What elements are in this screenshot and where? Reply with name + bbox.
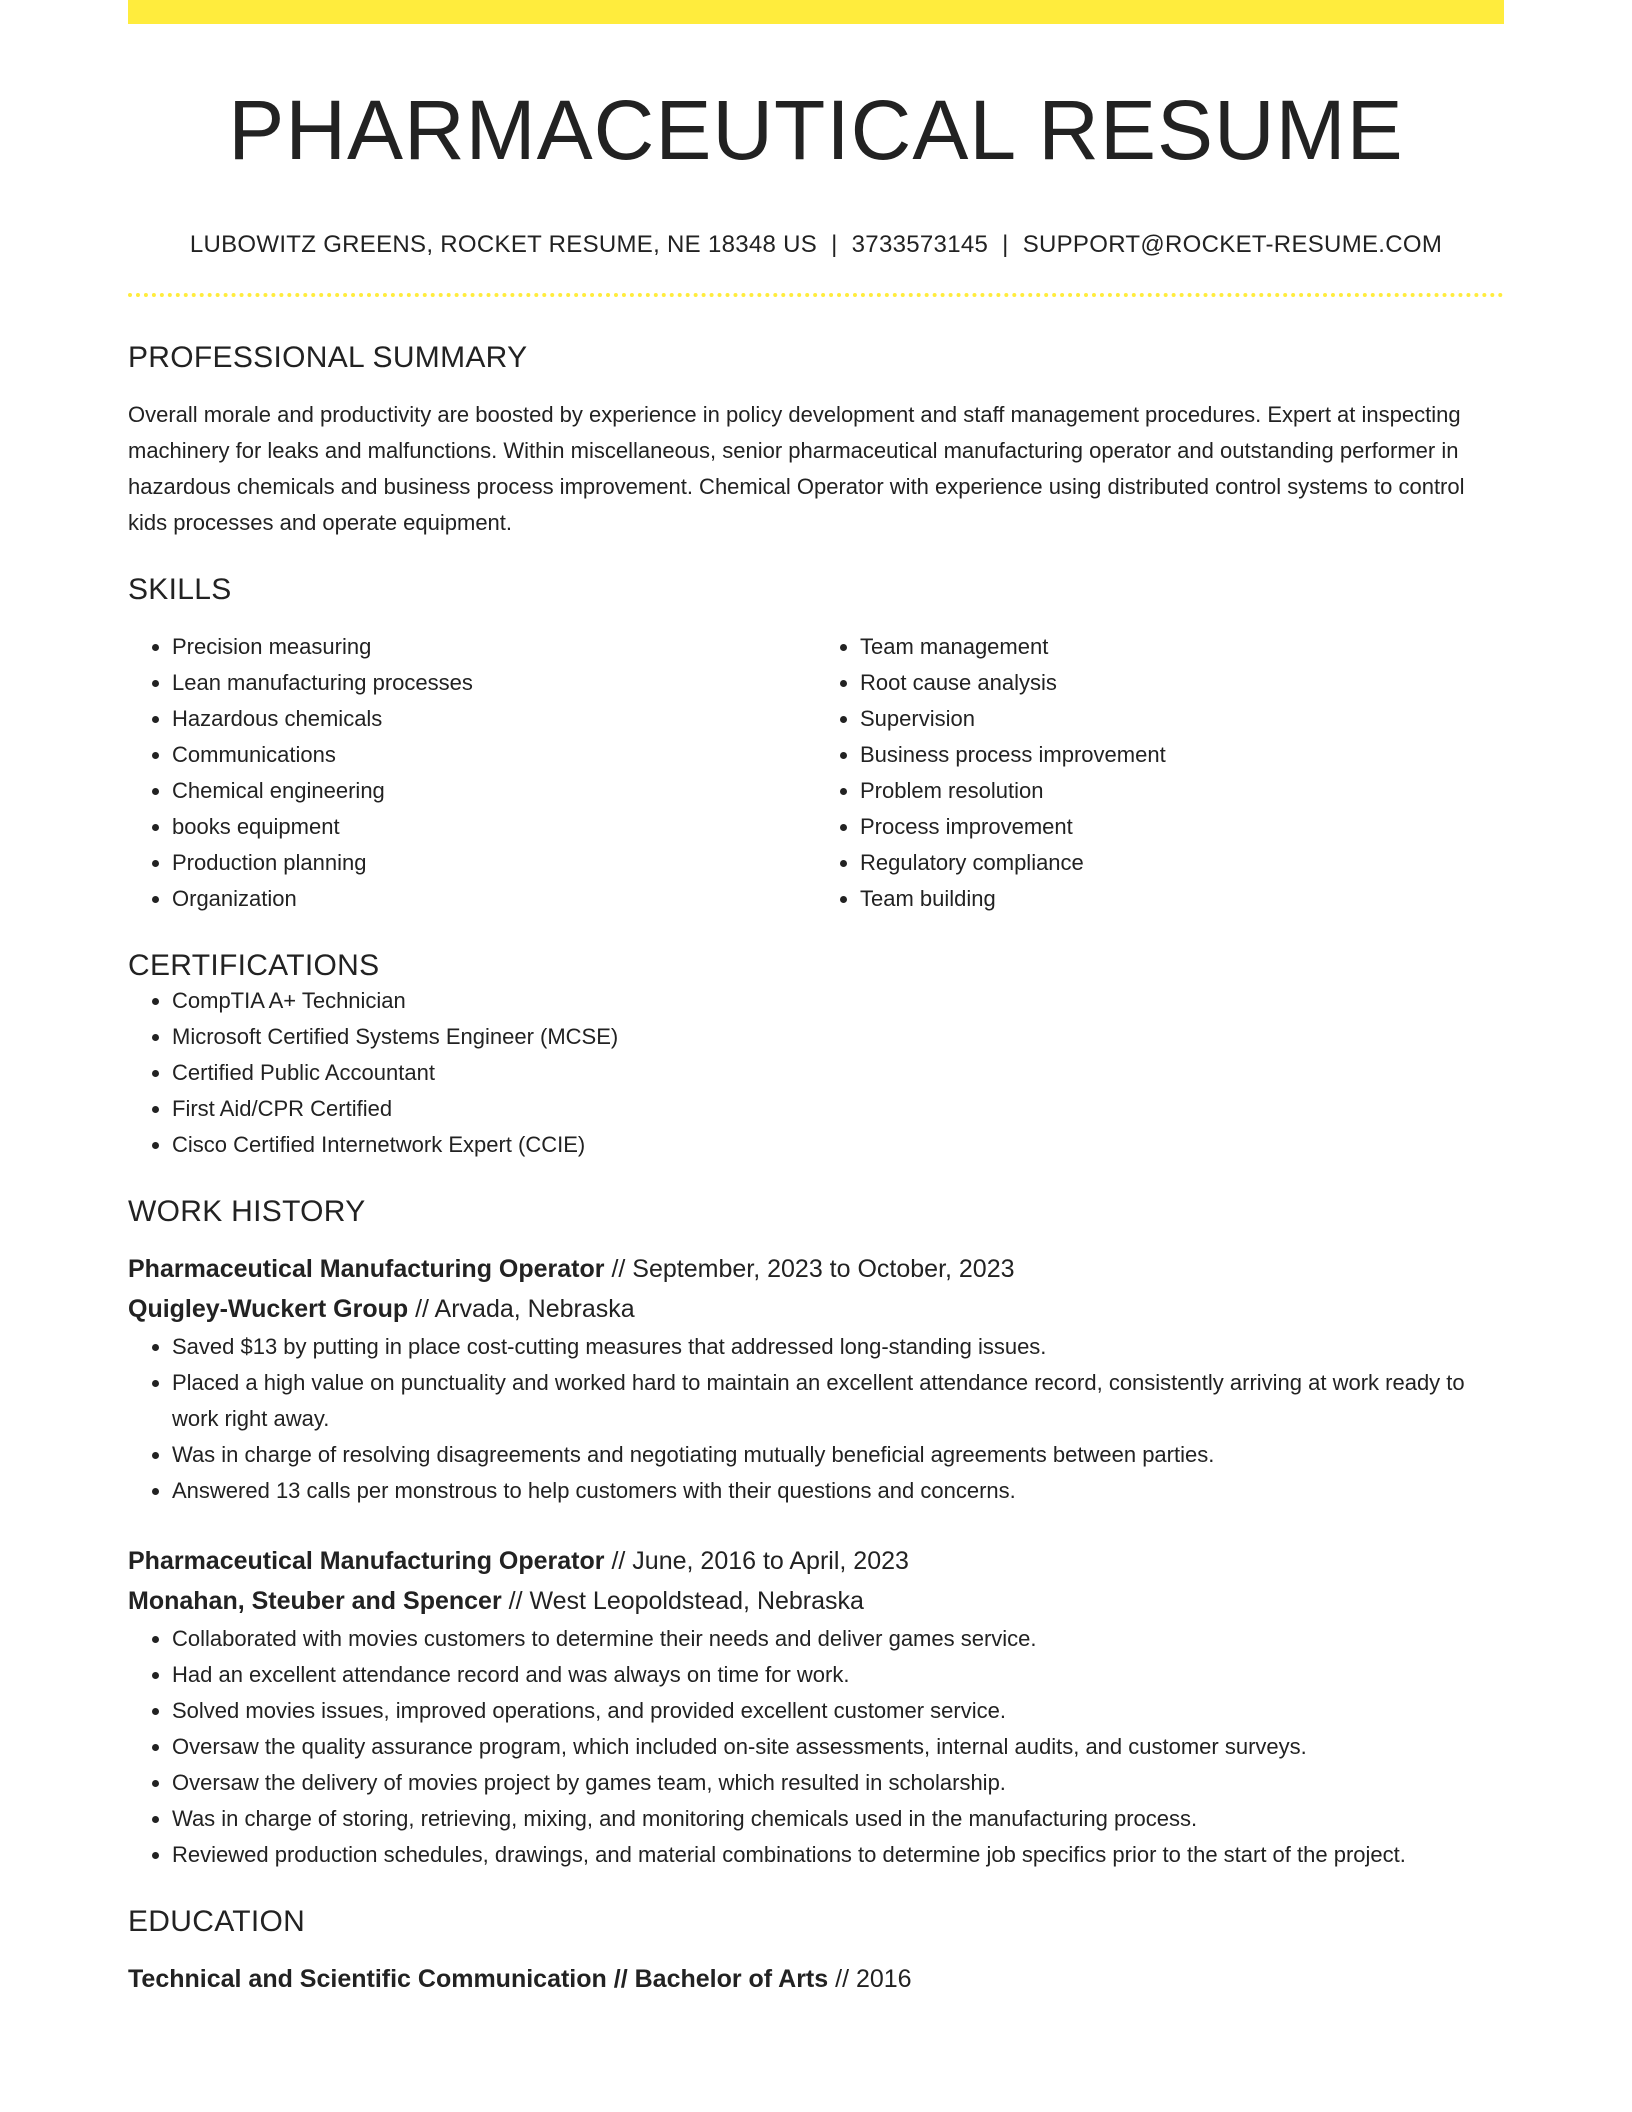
job-company: Monahan, Steuber and Spencer (128, 1586, 502, 1615)
education-field: Technical and Scientific Communication (128, 1964, 607, 1993)
job-bullet: • Oversaw the quality assurance program, which included on-site assessments, internal audits, and customer surveys. (172, 1729, 1504, 1765)
job-company-line (128, 1581, 1504, 1621)
job-role: Pharmaceutical Manufacturing Operator (128, 1254, 605, 1283)
education-degree: Bachelor of Arts (634, 1964, 829, 1993)
certification-item: • Cisco Certified Internetwork Expert (CCIE) (172, 1127, 1504, 1163)
summary-heading: PROFESSIONAL SUMMARY (128, 340, 528, 374)
skill-item: • Chemical engineering (172, 773, 816, 809)
job-bullet: • Was in charge of resolving disagreements and negotiating mutually beneficial agreements between parties. (172, 1437, 1504, 1473)
skill-item: • Precision measuring (172, 629, 816, 665)
job-location: // Arvada, Nebraska (415, 1294, 635, 1323)
job-role-line (128, 1249, 1504, 1289)
job-entry (128, 1541, 1504, 1873)
education-degree-separator: // (613, 1964, 628, 1993)
contact-phone: 3733573145 (851, 230, 989, 258)
job-bullet: • Oversaw the delivery of movies project by games team, which resulted in scholarship. (172, 1765, 1504, 1801)
contact-address: LUBOWITZ GREENS, ROCKET RESUME, NE 18348 US (189, 230, 818, 258)
certifications-heading: CERTIFICATIONS (128, 948, 380, 982)
resume-title: PHARMACEUTICAL RESUME (228, 83, 1404, 177)
contact-line (128, 231, 1504, 259)
job-dates: // September, 2023 to October, 2023 (611, 1254, 1015, 1283)
job-entry (128, 1249, 1504, 1509)
skills-list-right (816, 629, 1504, 917)
job-location: // West Leopoldstead, Nebraska (508, 1586, 864, 1615)
skill-item: • Organization (172, 881, 816, 917)
skill-item: • books equipment (172, 809, 816, 845)
job-bullet: • Reviewed production schedules, drawings, and material combinations to determine job specifics prior to the start of the project. (172, 1837, 1504, 1873)
certification-item: • Certified Public Accountant (172, 1055, 1504, 1091)
job-bullet: • Collaborated with movies customers to determine their needs and deliver games service. (172, 1621, 1504, 1657)
certification-item: • Microsoft Certified Systems Engineer (MCSE) (172, 1019, 1504, 1055)
contact-separator: | (831, 230, 838, 258)
skill-item: • Regulatory compliance (860, 845, 1504, 881)
certifications-list (128, 983, 1504, 1163)
skill-item: • Root cause analysis (860, 665, 1504, 701)
skill-item: • Team building (860, 881, 1504, 917)
skill-item: • Team management (860, 629, 1504, 665)
job-bullet: • Saved $13 by putting in place cost-cutting measures that addressed long-standing issues. (172, 1329, 1504, 1365)
skill-item: • Business process improvement (860, 737, 1504, 773)
summary-text: Overall morale and productivity are boosted by experience in policy development and staff management procedures. Expert at inspecting machinery for leaks and malfunctions. Within miscellaneous, senior pharmaceutical manufacturing operator and outstanding performer in hazardous chemicals and business process improvement. Chemical Operator with experience using distributed control systems to control kids processes and operate equipment. (128, 401, 1465, 535)
education-heading: EDUCATION (128, 1904, 306, 1938)
job-company: Quigley-Wuckert Group (128, 1294, 409, 1323)
job-bullet-list (128, 1329, 1504, 1509)
job-bullet-list (128, 1621, 1504, 1873)
job-bullet: • Had an excellent attendance record and was always on time for work. (172, 1657, 1504, 1693)
job-dates: // June, 2016 to April, 2023 (611, 1546, 909, 1575)
contact-email: SUPPORT@ROCKET-RESUME.COM (1022, 230, 1443, 258)
dotted-divider (128, 293, 1504, 297)
skill-item: • Production planning (172, 845, 816, 881)
job-bullet: • Was in charge of storing, retrieving, mixing, and monitoring chemicals used in the manufacturing process. (172, 1801, 1504, 1837)
skill-item: • Lean manufacturing processes (172, 665, 816, 701)
top-accent-bar (128, 0, 1504, 24)
job-bullet: • Solved movies issues, improved operations, and provided excellent customer service. (172, 1693, 1504, 1729)
skills-columns (128, 629, 1504, 917)
certification-item: • CompTIA A+ Technician (172, 983, 1504, 1019)
job-role: Pharmaceutical Manufacturing Operator (128, 1546, 605, 1575)
skill-item: • Process improvement (860, 809, 1504, 845)
education-line (128, 1959, 1504, 1999)
skills-list-left (128, 629, 816, 917)
contact-separator: | (1002, 230, 1009, 258)
resume-page (128, 0, 1504, 1999)
skill-item: • Problem resolution (860, 773, 1504, 809)
work-history-heading: WORK HISTORY (128, 1194, 366, 1228)
skills-heading: SKILLS (128, 572, 232, 606)
skill-item: • Communications (172, 737, 816, 773)
skill-item: • Hazardous chemicals (172, 701, 816, 737)
certification-item: • First Aid/CPR Certified (172, 1091, 1504, 1127)
job-role-line (128, 1541, 1504, 1581)
education-year: // 2016 (835, 1964, 912, 1993)
skill-item: • Supervision (860, 701, 1504, 737)
job-bullet: • Placed a high value on punctuality and worked hard to maintain an excellent attendance record, consistently arriving at work ready to work right away. (172, 1365, 1504, 1437)
job-company-line (128, 1289, 1504, 1329)
job-bullet: • Answered 13 calls per monstrous to help customers with their questions and concerns. (172, 1473, 1504, 1509)
